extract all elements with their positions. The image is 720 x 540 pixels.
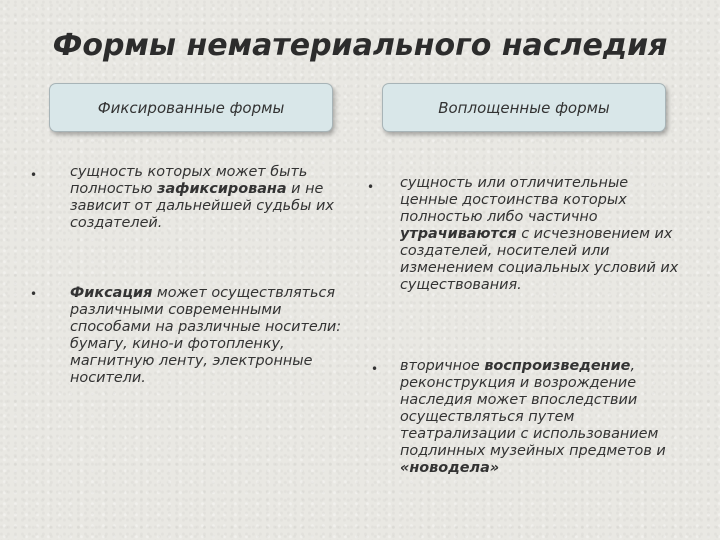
slide-title: Формы нематериального наследия (52, 28, 668, 63)
fixed-forms-header (49, 83, 333, 132)
left-item-1-bold: зафиксирована (157, 181, 287, 197)
right-item-1-pre: сущность или отличительные ценные достоинства которых полностью либо частично (400, 175, 629, 225)
left-item-2-bold: Фиксация (70, 285, 153, 301)
bullet-icon: • (30, 287, 38, 301)
right-item-1-text (400, 175, 680, 294)
right-item-2-pre: вторичное (400, 358, 485, 374)
left-item-1-text (70, 164, 335, 232)
right-item-2-bold: воспроизведение (484, 358, 631, 374)
right-item-1-bold: утрачиваются (400, 226, 517, 242)
right-item-2-bold2: «новодела» (400, 460, 500, 476)
bullet-icon: • (30, 168, 38, 182)
left-item-1-post: и не зависит от дальнейшей судьбы их создателей. (70, 181, 334, 231)
fixed-forms-header-label: Фиксированные формы (97, 98, 285, 117)
right-item-1-post: с исчезновением их создателей, носителей или изменением социальных условий их существования. (400, 226, 679, 293)
left-item-2-text (70, 285, 352, 387)
embodied-forms-header-label: Воплощенные формы (438, 98, 610, 117)
right-item-2-text (400, 358, 682, 477)
right-item-2-post: , реконструкция и возрождение наследия может впоследствии осуществляться путем театрализации с использованием подлинных музейных предметов и (400, 358, 666, 459)
embodied-forms-header (382, 83, 666, 132)
bullet-icon: • (367, 180, 375, 194)
left-item-2-post: может осуществляться различными современными способами на различные носители: бумагу, кино-и фотопленку, магнитную ленту, электронные носители. (70, 285, 342, 386)
left-item-1-pre: сущность которых может быть полностью (70, 164, 308, 197)
bullet-icon: • (371, 362, 379, 376)
